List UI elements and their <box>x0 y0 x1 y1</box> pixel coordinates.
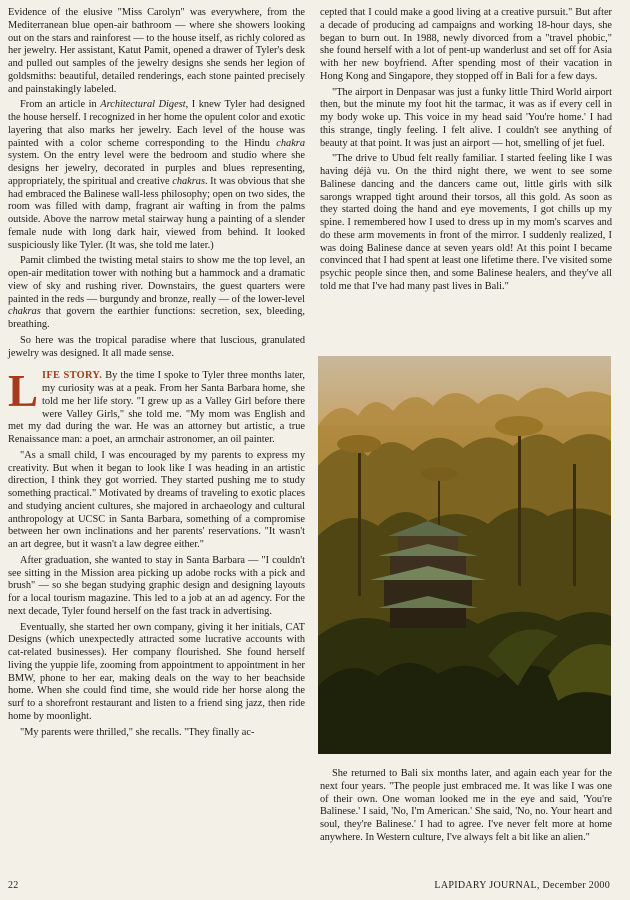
paragraph <box>8 7 305 96</box>
paragraph <box>8 622 305 724</box>
page-number: 22 <box>8 880 19 891</box>
paragraph-text: system. On the entry level were the bedroom and studio where she designs her jewelry, decorated in purples and blues representing, appropriately, the spiritual and creative <box>8 150 305 187</box>
paragraph-text: By the time I spoke to Tyler three months later, my curiosity was at a peak. From her Santa Barbara home, she told me her life story. "I grew up as a Valley Girl before there were Valley Girls," she told me. "My mom was English and met my dad during the war. He was an attorney but artistic, a true Renaissance man: a poet, an armchair astronomer, an oil painter. <box>8 370 305 445</box>
paragraph-text: "The drive to Ubud felt really familiar. I started feeling like I was having déjà vu. On the third night there, we went to see some Balinese dancing and the dancers came out, little girls with silk sarongs wrapped tight around their torsos, all this gold. As soon as they started doing the hand and eye movements, I got chills up my spine. I remembered how I used to dress up in my mom's scarves and do these arm movements in front of the mirror. I suddenly realized, I was doing Balinese dance at seven years old! At this point I became convinced that I had spent at least one lifetime there. I've visited some psychic people since then, and some Balinese healers, and they've all told me that I've had many past lives in Bali." <box>320 153 612 292</box>
paragraph-text: "My parents were thrilled," she recalls. "They finally ac- <box>20 726 255 738</box>
paragraph-text: Eventually, she started her own company, giving it her initials, CAT Designs (which unexpectedly attracted some lucrative accounts with cat-related businesses). Her company flourished. She found herself living the yuppie life, zooming from appointment to appointment in her BMW, phone to her ear, making deals on the way to her beachside home. When she could find time, she would ride her horse along the surf to a shorefront restaurant and listen to a friend sing jazz, then ride home by moonlight. <box>8 621 305 722</box>
left-column <box>8 7 305 742</box>
paragraph <box>8 450 305 552</box>
paragraph <box>8 255 305 332</box>
paragraph-text: cepted that I could make a good living at a creative pursuit." But after a decade of producing ad campaigns and working 18-hour days, she began to burn out. In 1988, newly divorced from a "travel phobic," she found herself with a lot of pent-up wanderlust and set off for Asia with her new boyfriend. After spending most of their vacation in Hong Kong and Singapore, they stopped off in Bali for a few days. <box>320 7 612 82</box>
paragraph <box>8 99 305 252</box>
paragraph-text: After graduation, she wanted to stay in Santa Barbara — "I couldn't see sitting in the Mission area picking up adobe rocks with a pick and brush" — so she began studying graphic design and designing layouts for a local tourism magazine. This led to a job at an ad agency. For the next decade, Tyler found herself on the fast track in advertising. <box>8 554 305 617</box>
paragraph <box>320 768 612 845</box>
bali-jungle-photo <box>318 356 611 754</box>
italic-text: chakras <box>172 175 205 187</box>
paragraph-text: Pamit climbed the twisting metal stairs to show me the top level, an open-air meditation tower with nothing but a hammock and a dramatic view of sky and rushing river. Downstairs, the guest quarters were painted in the reds — burgundy and bronze, really — of the lower-level <box>8 255 305 305</box>
section-start-paragraph <box>8 366 305 447</box>
paragraph-text: , I knew Tyler had designed the house herself. I recognized in her home the opulent color and exotic layering that also marks her jewelry. Each level of the house was painted with a color scheme corresponding to the Hindu <box>8 99 305 149</box>
right-column-bottom <box>320 768 612 845</box>
paragraph <box>8 335 305 361</box>
paragraph-text: From an article in <box>20 99 101 111</box>
paragraph-text: So here was the tropical paradise where that luscious, granulated jewelry was designed. It all made sense. <box>8 334 305 359</box>
paragraph-text: "The airport in Denpasar was just a funky little Third World airport then, but the minute my foot hit the tarmac, it was as if every cell in my body woke up. This voice in my head said 'You're home.' I had this strange, tingly feeling. I felt alive. I couldn't see anything of beauty at that point. It was just an airport — hot, smelling of jet fuel. <box>320 86 612 149</box>
paragraph-text: She returned to Bali six months later, and again each year for the next four years. "The people just embraced me. It was like I was one of their own. One woman looked me in the eye and said, 'You're Balinese.' I said, 'No, I'm American.' She said, 'No, no. Your heart and soul, they're Balinese.' I had to agree. I've never felt more at home anywhere. In Western culture, I've always felt a bit like an alien." <box>320 768 612 843</box>
paragraph <box>320 153 612 293</box>
publication-footer: LAPIDARY JOURNAL, December 2000 <box>434 880 610 891</box>
drop-cap: L <box>8 366 39 417</box>
paragraph-text: . It was obvious that she had embraced the Balinese wall-less philosophy; open on two sides, the room was filled with damp, fragrant air wafting in from the palms outside. Above the narrow metal stairway hung a painting of a slender female nude with long dark hair, viewed from behind. It looked suspiciously like Tyler. (It was, she told me later.) <box>8 175 306 251</box>
italic-text: chakras <box>8 306 41 318</box>
italic-text: Architectural Digest <box>100 99 186 111</box>
italic-text: chakra <box>276 137 305 149</box>
paragraph <box>8 555 305 619</box>
section-lead-in: IFE STORY. <box>42 370 103 382</box>
paragraph <box>320 87 612 151</box>
paragraph-text: Evidence of the elusive "Miss Carolyn" was everywhere, from the Mediterranean blue open-air bathroom — where she showers looking out on the stars and rainforest — to the house itself, as richly colored as her jewelry. Her assistant, Katut Pamit, opened a drawer of Tyler's desk and pulled out samples of the jewelry designs she sends her legion of goldsmiths: beautiful, detailed renderings, each stone painted precisely and painstakingly labeled. <box>8 7 305 95</box>
paragraph <box>8 727 305 740</box>
paragraph-text: "As a small child, I was encouraged by my parents to express my creativity. But when it began to look like I was heading in an artistic direction, I think they got worried. They started pushing me to study something practical." Motivated by dreams of traveling to exotic places and studying ancient cultures, she majored in archaeology and cultural anthropology at UCSC in Santa Barbara, something of a compromise between her own inclinations and her parents' reservations. "It wasn't an art degree, but it wasn't a law degree either." <box>8 449 305 550</box>
right-column <box>320 7 612 297</box>
paragraph-text: that govern the earthier functions: secretion, sex, bleeding, breathing. <box>8 306 305 330</box>
paragraph <box>320 7 612 84</box>
